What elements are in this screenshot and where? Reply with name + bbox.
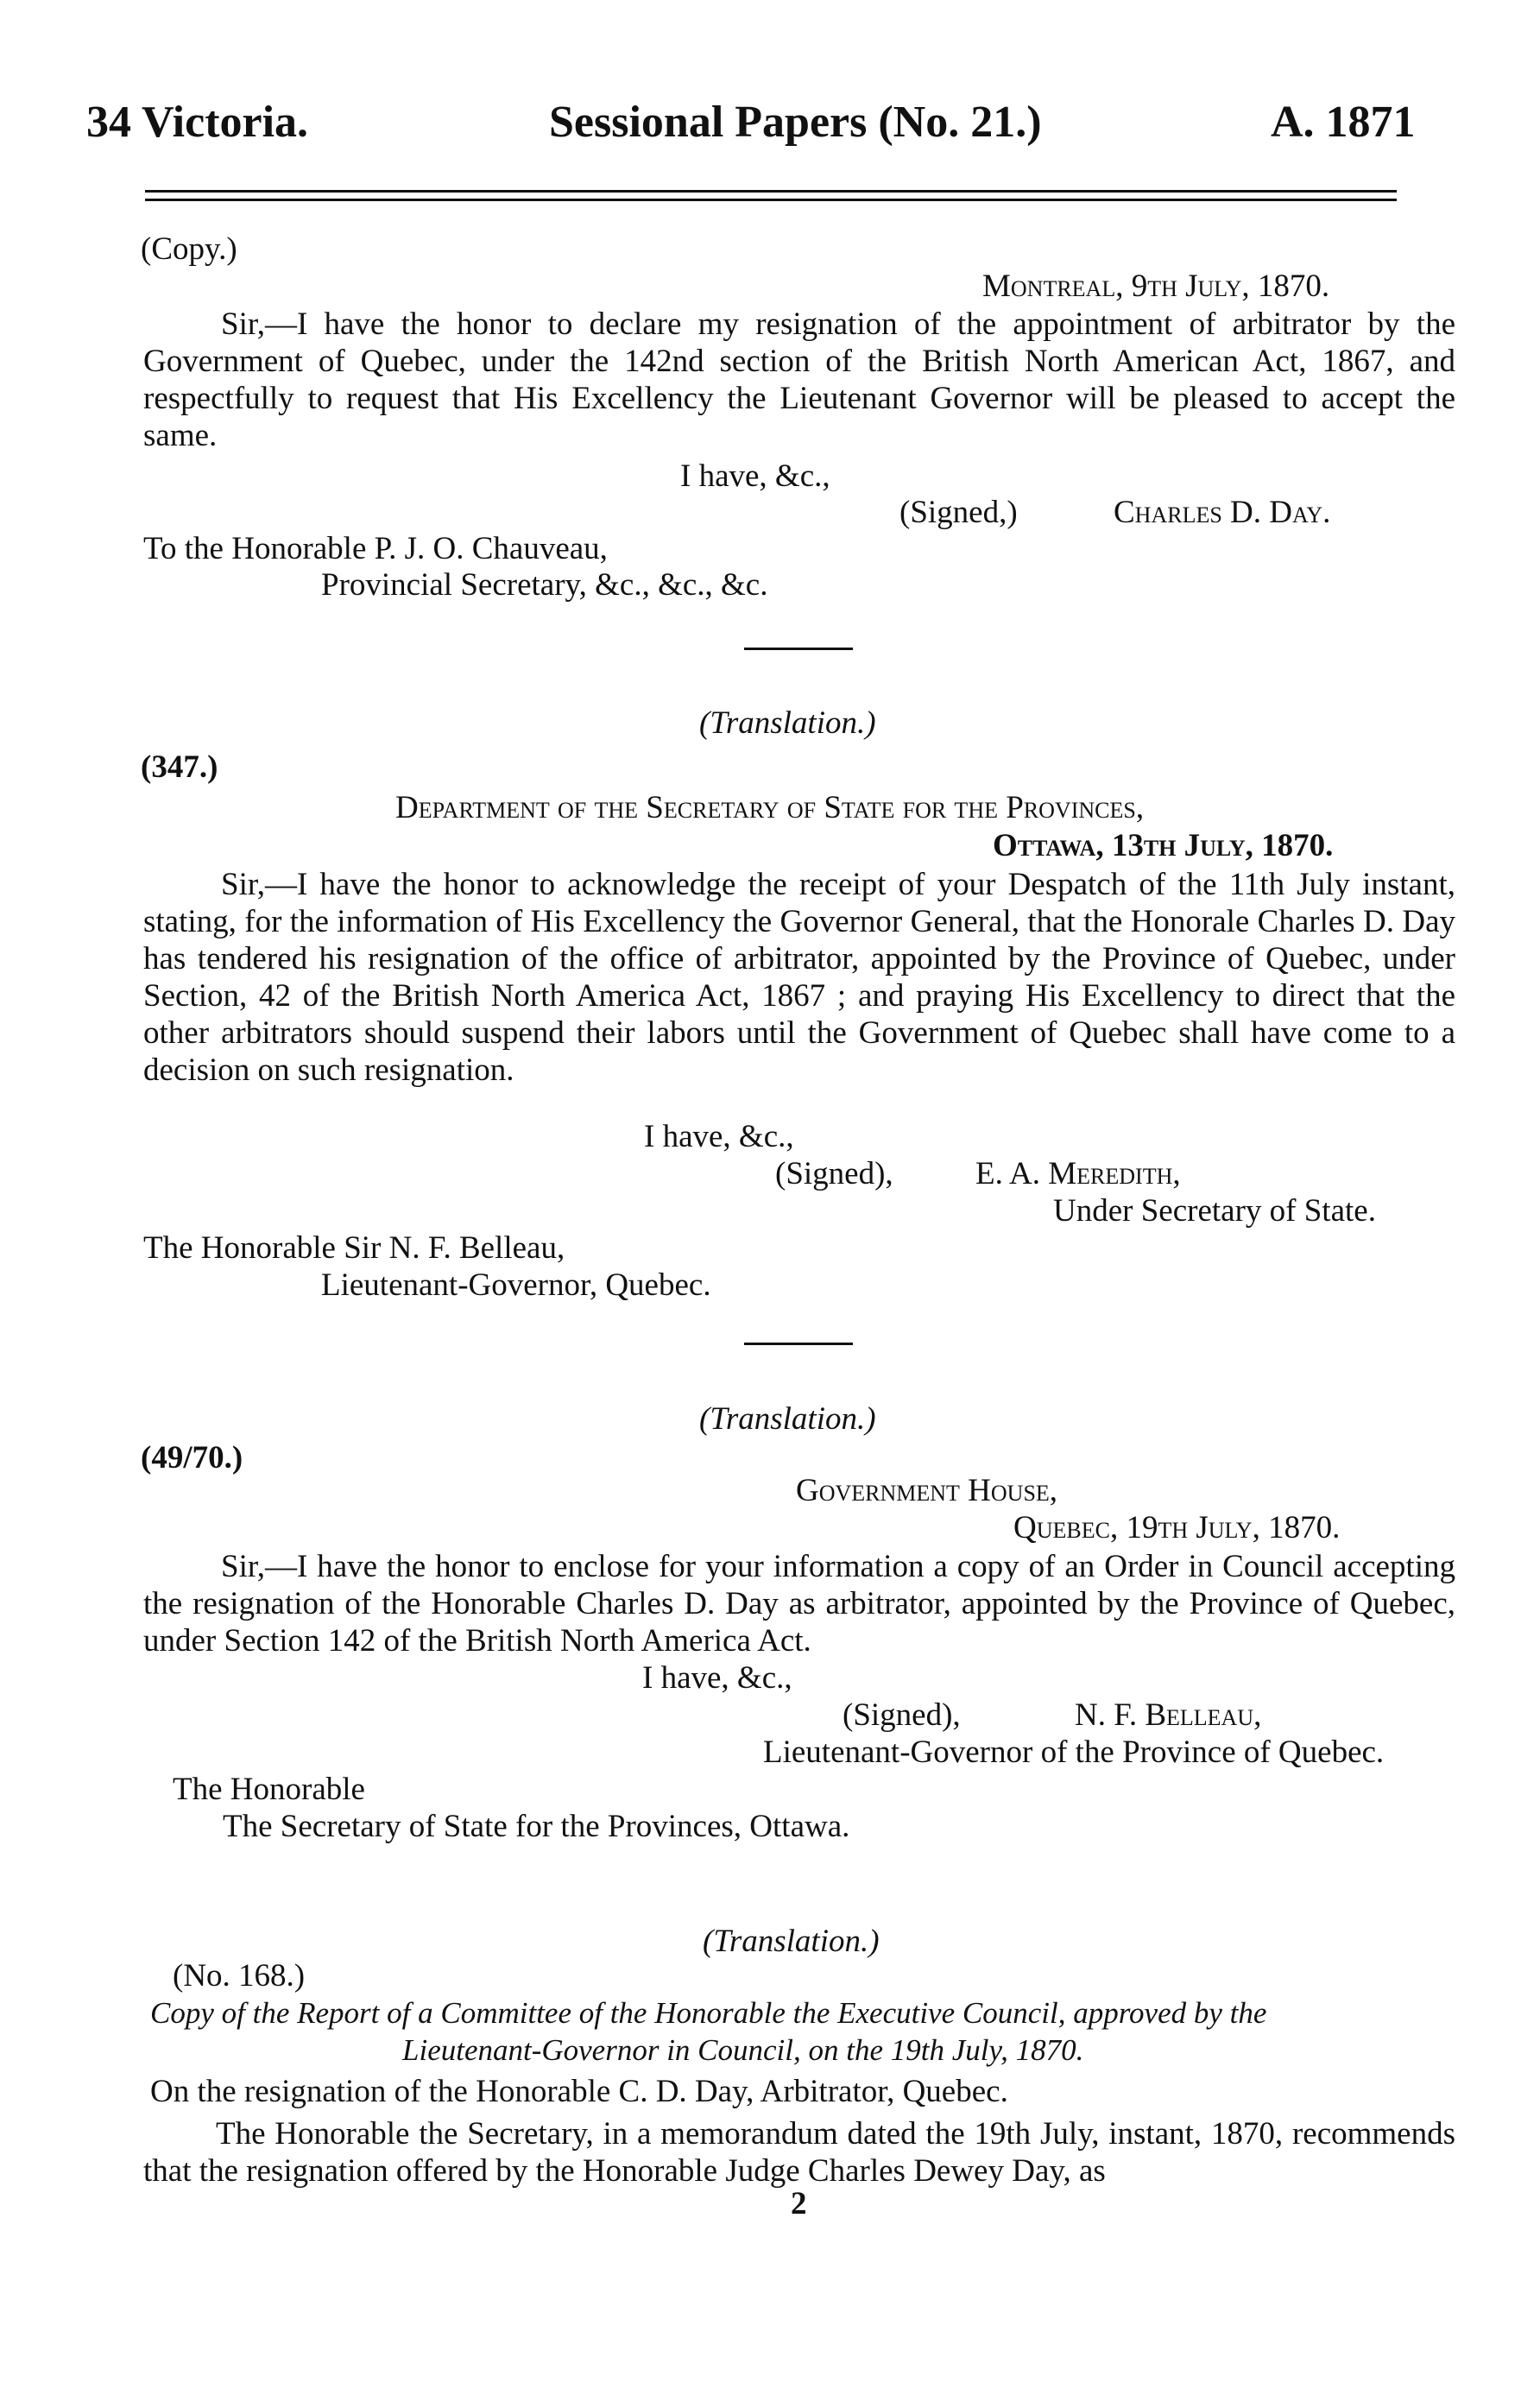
letter2-addressee-1: The Honorable Sir N. F. Belleau,: [143, 1230, 565, 1266]
letter4-line-1: On the resignation of the Honorable C. D. Day, Arbitrator, Quebec.: [150, 2074, 1008, 2109]
page-number: 2: [791, 2186, 807, 2221]
letter1-body: Sir,—I have the honor to declare my resignation of the appointment of arbitrator by the Government of Quebec, under the 142nd section of the British North American Act, 1867, and respectfully to request that His Excellency the Lieutenant Governor will be pleased to accept the same.: [143, 306, 1455, 453]
letter3-signer: N. F. Belleau,: [1075, 1697, 1262, 1733]
letter4-number: (No. 168.): [173, 1958, 306, 1994]
letter1-addressee-1: To the Honorable P. J. O. Chauveau,: [143, 531, 608, 566]
header-rule-bottom: [145, 199, 1397, 201]
header-rule-top: [145, 190, 1397, 193]
letter3-number: (49/70.): [141, 1440, 243, 1476]
letter2-department: Department of the Secretary of State for the Provinces,: [395, 790, 1145, 825]
letter2-translation: (Translation.): [699, 705, 876, 741]
letter3-body: Sir,—I have the honor to enclose for your information a copy of an Order in Council accepting the resignation of the Honorable Charles D. Day as arbitrator, appointed by the Province of Quebec, under Section 142 of the British North America Act.: [143, 1549, 1455, 1659]
letter4-title-2: Lieutenant-Governor in Council, on the 19th July, 1870.: [402, 2033, 1084, 2067]
letter4-line-2: The Honorable the Secretary, in a memorandum dated the 19th July, instant, 1870, recommends that the resignation offered by the Honorable Judge Charles Dewey Day, as: [143, 2116, 1455, 2189]
letter1-addressee-2: Provincial Secretary, &c., &c., &c.: [321, 567, 768, 603]
letter3-translation: (Translation.): [699, 1401, 876, 1437]
header-center: Sessional Papers (No. 21.): [549, 98, 1042, 147]
header-right: A. 1871: [1271, 98, 1416, 147]
letter3-addressee-1: The Honorable: [173, 1772, 365, 1807]
separator-rule: [744, 648, 853, 650]
separator-rule: [744, 1343, 853, 1345]
letter3-signer-title: Lieutenant-Governor of the Province of Quebec.: [763, 1735, 1385, 1770]
letter3-addressee-2: The Secretary of State for the Provinces, Ottawa.: [223, 1809, 850, 1844]
letter2-body: Sir,—I have the honor to acknowledge the receipt of your Despatch of the 11th July instant, stating, for the information of His Excellency the Governor General, that the Honorale Charles D. Day has tendered his resignation of the office of arbitrator, appointed by the Province of Quebec, under Section, 42 of the British North America Act, 1867 ; and praying His Excellency to direct that the other arbitrators should suspend their labors until the Government of Quebec shall have come to a decision on such resignation.: [143, 867, 1455, 1088]
copy-label: (Copy.): [141, 231, 237, 267]
letter3-place-1: Government House,: [796, 1473, 1058, 1508]
letter3-signed: (Signed),: [843, 1697, 961, 1733]
letter2-closing: I have, &c.,: [644, 1119, 794, 1154]
letter3-closing: I have, &c.,: [642, 1660, 792, 1696]
letter3-place-2: Quebec, 19th July, 1870.: [1013, 1510, 1341, 1545]
header-left: 34 Victoria.: [86, 98, 309, 147]
letter2-number: (347.): [141, 749, 218, 785]
letter1-dateline: Montreal, 9th July, 1870.: [982, 269, 1330, 304]
letter2-signer: E. A. Meredith,: [975, 1156, 1181, 1191]
letter4-translation: (Translation.): [703, 1924, 880, 1959]
letter1-signer: Charles D. Day.: [1114, 495, 1331, 530]
letter1-signed: (Signed,): [899, 495, 1018, 530]
letter2-addressee-2: Lieutenant-Governor, Quebec.: [321, 1267, 711, 1303]
letter2-dateline: Ottawa, 13th July, 1870.: [993, 828, 1334, 863]
letter2-signer-title: Under Secretary of State.: [1053, 1193, 1376, 1229]
letter4-title-1: Copy of the Report of a Committee of the Honorable the Executive Council, approved by the: [150, 1996, 1267, 2030]
letter1-closing: I have, &c.,: [680, 458, 830, 494]
letter2-signed: (Signed),: [775, 1156, 893, 1191]
